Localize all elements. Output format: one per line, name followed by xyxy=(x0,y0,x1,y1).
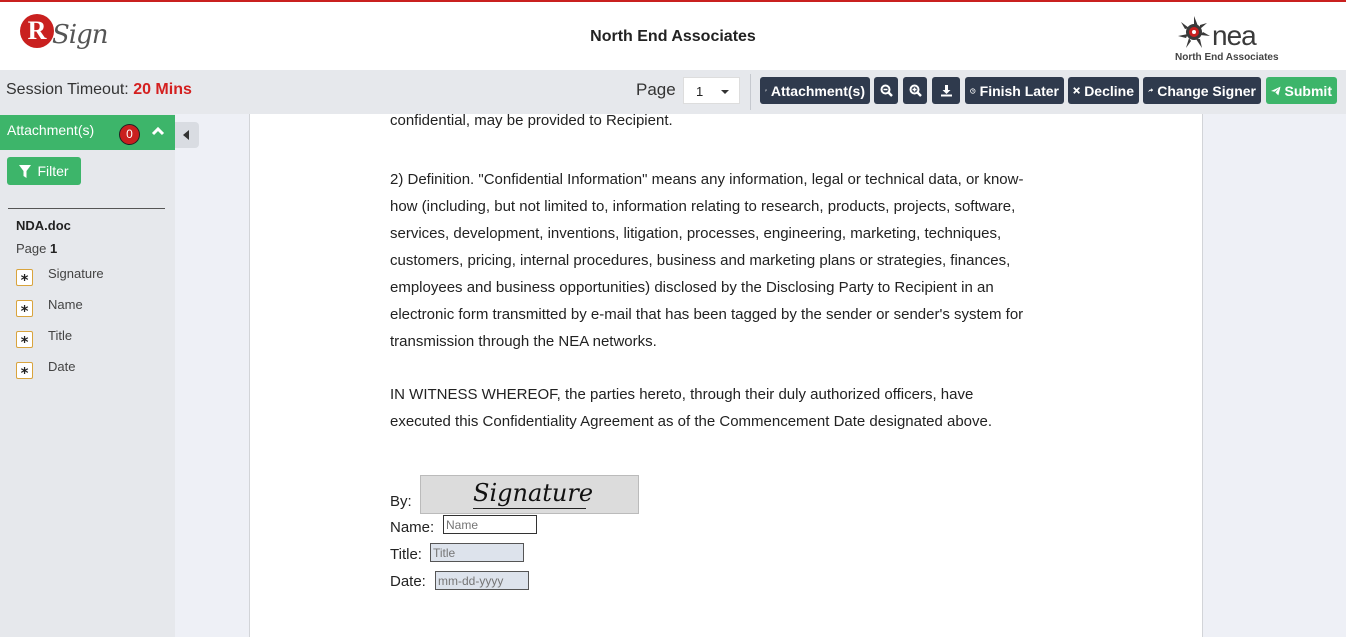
chevron-left-icon xyxy=(183,130,189,140)
field-label: Name xyxy=(48,297,83,312)
company-logo xyxy=(1172,12,1282,64)
close-icon xyxy=(1073,86,1080,95)
document-line: 2) Definition. "Confidential Information" means any information, legal or technical data, or know- xyxy=(390,171,1024,188)
attachments-count-badge: 0 xyxy=(119,124,140,145)
decline-label: Decline xyxy=(1084,82,1134,99)
document-line: IN WITNESS WHEREOF, the parties hereto, through their duly authorized officers, have xyxy=(390,386,974,403)
required-asterisk-icon: * xyxy=(16,269,33,286)
toolbar xyxy=(0,70,1346,114)
attachments-button-label: Attachment(s) xyxy=(770,82,865,99)
finish-later-button[interactable] xyxy=(965,77,1064,104)
rsign-logo-word: Sign xyxy=(52,20,108,50)
chevron-up-icon[interactable] xyxy=(151,124,165,138)
page-label: Page xyxy=(636,80,676,99)
signature-text: Signature xyxy=(473,479,594,507)
rsign-logo-mark: R xyxy=(20,14,54,48)
page-select[interactable] xyxy=(683,77,740,104)
session-timeout xyxy=(6,81,192,99)
page-select-value: 1 xyxy=(696,84,704,99)
document-line: transmission through the NEA networks. xyxy=(390,333,657,350)
viewer-gutter-right xyxy=(1203,114,1346,637)
submit-button[interactable] xyxy=(1266,77,1337,104)
attachments-button[interactable] xyxy=(760,77,870,104)
sidebar xyxy=(0,114,175,637)
download-icon xyxy=(940,84,953,97)
document-line: how (including, but not limited to, information relating to research, products, projects, software, xyxy=(390,198,1016,215)
filter-button[interactable] xyxy=(7,157,81,185)
clock-icon xyxy=(970,85,976,97)
finish-later-label: Finish Later xyxy=(979,82,1059,99)
nea-logo-text: nea xyxy=(1212,20,1256,51)
required-asterisk-icon: * xyxy=(16,331,33,348)
zoom-in-icon xyxy=(909,84,922,97)
toolbar-divider xyxy=(750,74,751,110)
name-label: Name: xyxy=(390,519,435,536)
attachments-panel-header[interactable] xyxy=(0,115,175,150)
paperclip-icon xyxy=(765,84,767,97)
sidebar-divider xyxy=(8,208,165,209)
signature-field[interactable] xyxy=(420,475,639,514)
title-field[interactable] xyxy=(430,543,524,562)
zoom-out-icon xyxy=(880,84,893,97)
session-timeout-label: Session Timeout: xyxy=(6,81,129,98)
change-signer-button[interactable] xyxy=(1143,77,1261,104)
date-label: Date: xyxy=(390,573,426,590)
collapse-sidebar-button[interactable] xyxy=(175,122,199,148)
send-icon xyxy=(1271,85,1281,97)
document-line: services, development, inventions, litigation, processes, engineering, marketing, techniques, xyxy=(390,225,1002,242)
page-prefix: Page xyxy=(16,241,47,256)
nea-logo-icon xyxy=(1176,14,1212,50)
decline-button[interactable] xyxy=(1068,77,1139,104)
by-label: By: xyxy=(390,493,412,510)
app-header xyxy=(0,2,1346,70)
filter-label: Filter xyxy=(37,163,69,179)
change-signer-label: Change Signer xyxy=(1157,82,1256,99)
viewer-gutter-left xyxy=(175,114,249,637)
name-field[interactable] xyxy=(443,515,537,534)
signature-underline xyxy=(473,508,586,509)
zoom-in-button[interactable] xyxy=(903,77,927,104)
document-line: electronic form transmitted by e-mail that has been tagged by the sender or sender's system for xyxy=(390,306,1024,323)
document-line: executed this Confidentiality Agreement as of the Commencement Date designated above. xyxy=(390,413,993,430)
field-label: Signature xyxy=(48,266,104,281)
title-label: Title: xyxy=(390,546,422,563)
caret-down-icon xyxy=(721,90,729,94)
company-title: North End Associates xyxy=(590,28,756,45)
share-arrow-icon xyxy=(1148,85,1153,96)
submit-label: Submit xyxy=(1284,82,1332,99)
required-asterisk-icon: * xyxy=(16,300,33,317)
nea-logo-subtitle: North End Associates xyxy=(1175,52,1279,63)
download-button[interactable] xyxy=(932,77,960,104)
document-line: employees and business opportunities) disclosed by the Disclosing Party to Recipient in an xyxy=(390,279,994,296)
document-line: customers, pricing, internal procedures, business and marketing plans or strategies, finances, xyxy=(390,252,1011,269)
filter-icon xyxy=(19,165,31,178)
document-line: confidential, may be provided to Recipient. xyxy=(390,112,673,129)
required-asterisk-icon: * xyxy=(16,362,33,379)
field-label: Title xyxy=(48,328,73,343)
page-number-value: 1 xyxy=(50,241,58,256)
date-field[interactable] xyxy=(435,571,529,590)
zoom-out-button[interactable] xyxy=(874,77,898,104)
field-label: Date xyxy=(48,359,76,374)
attachments-panel-title: Attachment(s) xyxy=(7,122,95,138)
sidebar-page-number xyxy=(16,241,57,256)
session-timeout-value: 20 Mins xyxy=(133,81,192,98)
document-name[interactable]: NDA.doc xyxy=(16,218,71,233)
